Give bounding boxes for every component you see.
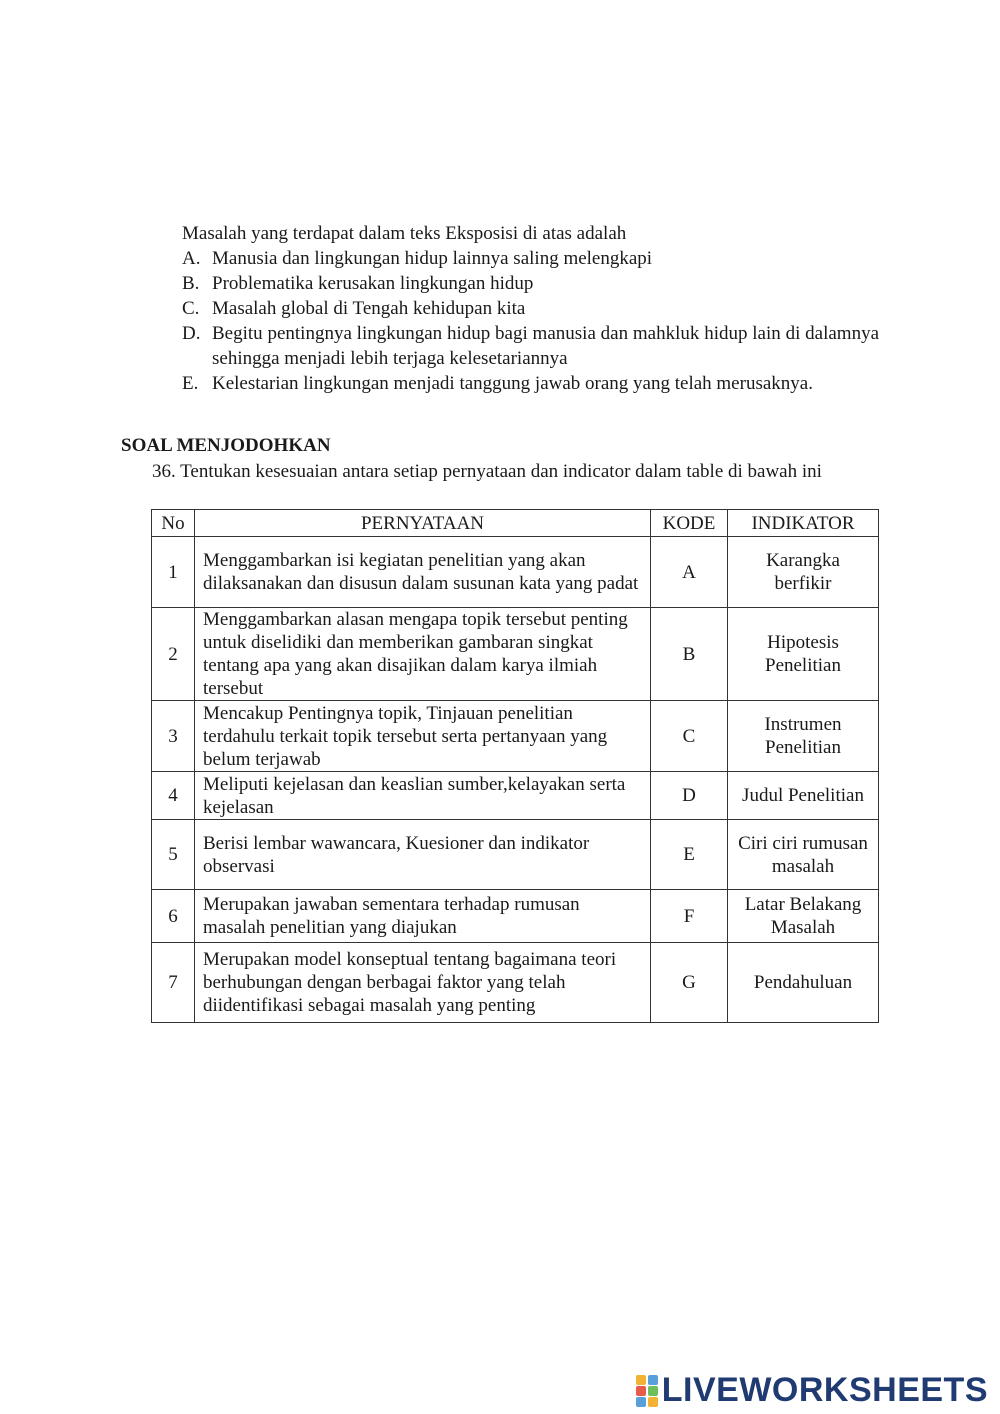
option-text: Masalah global di Tengah kehidupan kita bbox=[212, 298, 526, 319]
answer-option[interactable] bbox=[182, 296, 879, 321]
option-text: Manusia dan lingkungan hidup lainnya saling melengkapi bbox=[212, 248, 653, 269]
logo-blocks-icon bbox=[636, 1375, 658, 1407]
section-instruction: 36. Tentukan kesesuaian antara setiap pernyataan dan indicator dalam table di bawah ini bbox=[152, 461, 822, 482]
row-code[interactable]: D bbox=[651, 772, 728, 820]
row-code[interactable]: B bbox=[651, 608, 728, 701]
table-row bbox=[152, 772, 879, 820]
option-text: Problematika kerusakan lingkungan hidup bbox=[212, 273, 534, 294]
row-number: 7 bbox=[152, 943, 195, 1023]
option-letter: E. bbox=[182, 373, 199, 394]
section-heading: SOAL MENJODOHKAN bbox=[121, 435, 331, 456]
row-indicator[interactable]: Ciri ciri rumusan masalah bbox=[728, 820, 879, 890]
row-indicator[interactable]: Hipotesis Penelitian bbox=[728, 608, 879, 701]
liveworksheets-logo bbox=[636, 1371, 988, 1410]
question-block bbox=[182, 221, 879, 396]
row-indicator[interactable]: Judul Penelitian bbox=[728, 772, 879, 820]
row-code[interactable]: C bbox=[651, 701, 728, 772]
table-row bbox=[152, 820, 879, 890]
row-number: 1 bbox=[152, 537, 195, 608]
matching-table bbox=[151, 509, 879, 1023]
answer-option[interactable] bbox=[182, 321, 879, 371]
row-statement: Mencakup Pentingnya topik, Tinjauan penelitian terdahulu terkait topik tersebut serta pertanyaan yang belum terjawab bbox=[195, 701, 651, 772]
header-code: KODE bbox=[651, 510, 728, 537]
row-code[interactable]: E bbox=[651, 820, 728, 890]
option-letter: C. bbox=[182, 298, 200, 319]
question-stem: Masalah yang terdapat dalam teks Eksposisi di atas adalah bbox=[182, 223, 627, 244]
table-row bbox=[152, 608, 879, 701]
table-row bbox=[152, 701, 879, 772]
header-no: No bbox=[152, 510, 195, 537]
option-letter: B. bbox=[182, 273, 200, 294]
row-statement: Merupakan jawaban sementara terhadap rumusan masalah penelitian yang diajukan bbox=[195, 890, 651, 943]
option-text: Begitu pentingnya lingkungan hidup bagi manusia dan mahkluk hidup lain di dalamnya sehingga menjadi lebih terjaga kelesetariannya bbox=[212, 323, 879, 369]
row-number: 5 bbox=[152, 820, 195, 890]
row-code[interactable]: G bbox=[651, 943, 728, 1023]
row-code[interactable]: F bbox=[651, 890, 728, 943]
row-statement: Menggambarkan isi kegiatan penelitian yang akan dilaksanakan dan disusun dalam susunan kata yang padat bbox=[195, 537, 651, 608]
table-header-row bbox=[152, 510, 879, 537]
answer-option[interactable] bbox=[182, 271, 879, 296]
option-letter: A. bbox=[182, 248, 201, 269]
row-number: 3 bbox=[152, 701, 195, 772]
row-indicator[interactable]: Latar Belakang Masalah bbox=[728, 890, 879, 943]
logo-text: LIVEWORKSHEETS bbox=[661, 1371, 988, 1409]
row-statement: Merupakan model konseptual tentang bagaimana teori berhubungan dengan berbagai faktor yang telah diidentifikasi sebagai masalah yang penting bbox=[195, 943, 651, 1023]
row-number: 6 bbox=[152, 890, 195, 943]
row-indicator[interactable]: Pendahuluan bbox=[728, 943, 879, 1023]
option-text: Kelestarian lingkungan menjadi tanggung jawab orang yang telah merusaknya. bbox=[212, 373, 813, 394]
row-number: 4 bbox=[152, 772, 195, 820]
row-indicator[interactable]: Instrumen Penelitian bbox=[728, 701, 879, 772]
option-letter: D. bbox=[182, 323, 201, 344]
table-row bbox=[152, 890, 879, 943]
row-code[interactable]: A bbox=[651, 537, 728, 608]
answer-option[interactable] bbox=[182, 371, 879, 396]
row-statement: Menggambarkan alasan mengapa topik tersebut penting untuk diselidiki dan memberikan gambaran singkat tentang apa yang akan disajikan dalam karya ilmiah tersebut bbox=[195, 608, 651, 701]
table-row bbox=[152, 943, 879, 1023]
row-statement: Meliputi kejelasan dan keaslian sumber,kelayakan serta kejelasan bbox=[195, 772, 651, 820]
header-statement: PERNYATAAN bbox=[195, 510, 651, 537]
row-number: 2 bbox=[152, 608, 195, 701]
answer-options bbox=[182, 246, 879, 396]
row-statement: Berisi lembar wawancara, Kuesioner dan indikator observasi bbox=[195, 820, 651, 890]
row-indicator[interactable]: Karangka berfikir bbox=[728, 537, 879, 608]
answer-option[interactable] bbox=[182, 246, 879, 271]
header-indicator: INDIKATOR bbox=[728, 510, 879, 537]
table-row bbox=[152, 537, 879, 608]
